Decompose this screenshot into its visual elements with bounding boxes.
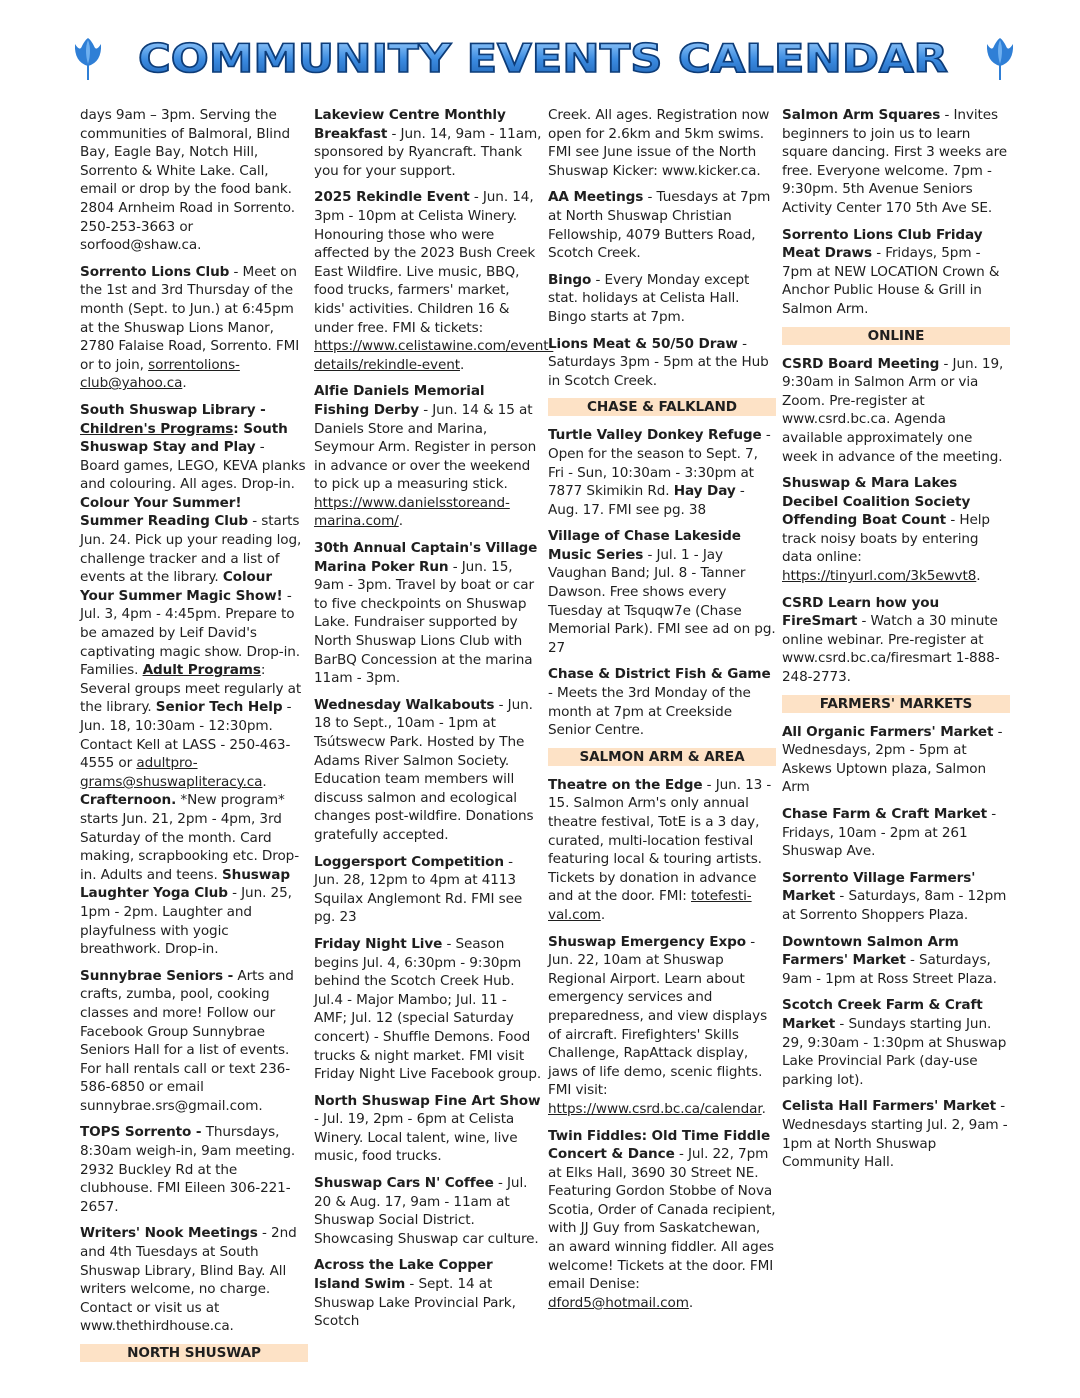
event-entry: Shuswap & Mara Lakes Decibel Coalition Society Offending Boat Count - Help track noisy boats by entering data online: https://tinyurl.com/3k5ewvt8. bbox=[782, 475, 990, 585]
event-entry: Wednesday Walkabouts - Jun. 18 to Sept., 10am - 1pm at Tsútswecw Park. Hosted by The Adams River Salmon Society. Education team members will discuss salmon and ecological changes post-wildfire. Donations gratefully accepted. bbox=[314, 696, 534, 843]
web-link[interactable]: https://www.csrd.bc.ca/calendar bbox=[548, 1100, 762, 1117]
event-entry: Writers' Nook Meetings - 2nd and 4th Tuesdays at South Shuswap Library, Blind Bay. All writers welcome, no charge. Contact or visit us at www.thethirdhouse.ca. bbox=[80, 1225, 297, 1335]
food-bank-entry: days 9am – 3pm. Serving the communities of Balmoral, Blind Bay, Eagle Bay, Notch Hill, Sorrento & White Lake. Call, email or drop by the food bank. 2804 Arnheim Road in Sorrento. 250-253-3663 or sorfood@shaw.ca. bbox=[80, 107, 295, 254]
section-heading-online: ONLINE bbox=[782, 327, 1010, 345]
page-title: COMMUNITY EVENTS CALENDAR bbox=[138, 37, 948, 82]
column-4 bbox=[782, 106, 1010, 1180]
event-entry: TOPS Sorrento - Thursdays, 8:30am weigh-in, 9am meeting. 2932 Buckley Rd at the clubhouse. FMI Eileen 306-221-2657. bbox=[80, 1124, 296, 1215]
page-header bbox=[0, 28, 1080, 90]
section-heading-chase-falkland: CHASE & FALKLAND bbox=[548, 398, 776, 416]
event-entry: All Organic Farmers' Market - Wednesdays, 2pm - 5pm at Askews Uptown plaza, Salmon Arm bbox=[782, 723, 1003, 796]
event-entry: Shuswap Cars N' Coffee - Jul. 20 & Aug. 17, 9am - 11am at Shuswap Social District. Showcasing Shuswap car culture. bbox=[314, 1175, 539, 1247]
event-entry: Bingo - Every Monday except stat. holidays at Celista Hall. Bingo starts at 7pm. bbox=[548, 271, 750, 325]
event-entry: Sunnybrae Seniors - Arts and crafts, zumba, pool, cooking classes and more! Follow our Facebook Group Sunnybrae Seniors Hall for a list of events. For hall rentals call or text 236-586-6850 or email sunnybrae.srs@gmail.com. bbox=[80, 967, 294, 1114]
events-columns bbox=[80, 106, 1010, 1386]
event-entry: Alfie Daniels Memorial Fishing Derby - Jun. 14 & 15 at Daniels Store and Marina, Seymour Arm. Register in person in advance or over the weekend to pick up a measuring stick. https://www.danielsstoreand-marina.com/. bbox=[314, 383, 537, 530]
event-entry: Lions Meat & 50/50 Draw - Saturdays 3pm - 5pm at the Hub in Scotch Creek. bbox=[548, 335, 769, 389]
event-entry: Chase Farm & Craft Market - Fridays, 10am - 2pm at 261 Shuswap Ave. bbox=[782, 806, 997, 860]
event-entry: Celista Hall Farmers' Market - Wednesdays starting Jul. 2, 9am - 1pm at North Shuswap Community Hall. bbox=[782, 1098, 1008, 1171]
event-entry: 2025 Rekindle Event - Jun. 14, 3pm - 10pm at Celista Winery. Honouring those who were affected by the 2023 Bush Creek East Wildfire. Live music, BBQ, food trucks, farmers' market, kids' activities. Children 16 & under free. FMI & tickets: https://www.celistawine.com/event-details/rekindle-event. bbox=[314, 189, 554, 373]
event-entry: Sorrento Lions Club Friday Meat Draws - Fridays, 5pm - 7pm at NEW LOCATION Crown & Anchor Public House & Grill in Salmon Arm. bbox=[782, 226, 1000, 317]
event-entry: Friday Night Live - Season begins Jul. 4, 6:30pm - 9:30pm behind the Scotch Creek Hub. Jul.4 - Major Mambo; Jul. 11 - AMF; Jul. 12 (special Saturday concert) - Shuffle Demons. Food trucks & night market. FMI visit Friday Night Live Facebook group. bbox=[314, 935, 542, 1083]
event-entry: Across the Lake Copper Island Swim - Sept. 14 at Shuswap Lake Provincial Park, Scotch bbox=[314, 1257, 516, 1330]
event-entry: Sorrento Village Farmers' Market - Saturdays, 8am - 12pm at Sorrento Shoppers Plaza. bbox=[782, 869, 1007, 923]
web-link[interactable]: https://www.danielsstoreand-marina.com/ bbox=[314, 494, 510, 530]
event-entry: CSRD Learn how you FireSmart - Watch a 30 minute online webinar. Pre-register at www.csrd.bc.ca/firesmart 1-888-248-2773. bbox=[782, 594, 1000, 686]
event-entry: CSRD Board Meeting - Jun. 19, 9:30am in Salmon Arm or via Zoom. Pre-register at www.csrd.bc.ca. Agenda available approximately one week in advance of the meeting. bbox=[782, 355, 1004, 465]
event-entry: Downtown Salmon Arm Farmers' Market - Saturdays, 9am - 1pm at Ross Street Plaza. bbox=[782, 933, 997, 987]
section-heading-salmon-arm: SALMON ARM & AREA bbox=[548, 748, 776, 766]
event-entry: Turtle Valley Donkey Refuge - Open for the season to Sept. 7, Fri - Sun, 10:30am - 3:30pm at 7877 Skimikin Rd. Hay Day - Aug. 17. FMI see pg. 38 bbox=[548, 427, 771, 518]
event-entry: North Shuswap Fine Art Show - Jul. 19, 2pm - 6pm at Celista Winery. Local talent, wine, live music, food trucks. bbox=[314, 1092, 541, 1165]
event-entry: 30th Annual Captain's Village Marina Poker Run - Jun. 15, 9am - 3pm. Travel by boat or car to five checkpoints on Shuswap Lake. Fundraiser supported by North Shuswap Lions Club with BarBQ Concession at the marina 11am - 3pm. bbox=[314, 540, 538, 687]
web-link[interactable]: totefesti-val.com bbox=[548, 888, 752, 923]
column-1 bbox=[80, 106, 308, 1372]
column-3 bbox=[548, 106, 776, 1320]
event-entry: Lakeview Centre Monthly Breakfast - Jun. 14, 9am - 11am, sponsored by Ryancraft. Thank you for your support. bbox=[314, 107, 542, 179]
event-entry: Loggersport Competition - Jun. 28, 12pm to 4pm at 4113 Squilax Anglemont Rd. FMI see pg. 23 bbox=[314, 853, 523, 926]
web-link[interactable]: https://www.celistawine.com/event-details/rekindle-event bbox=[314, 338, 554, 373]
event-entry: Chase & District Fish & Game - Meets the 3rd Monday of the month at 7pm at Creekside Senior Centre. bbox=[548, 666, 771, 739]
section-heading-farmers-markets: FARMERS' MARKETS bbox=[782, 695, 1010, 713]
library-entry: South Shuswap Library - Children's Programs: South Shuswap Stay and Play - Board games, LEGO, KEVA planks and colouring. All ages. Drop-in. Colour Your Summer! Summer Reading Club - starts Jun. 24. Pick up your reading log, challenge tracker and a list of events at the library. Colour Your Summer Magic Show! - Jul. 3, 4pm - 4:45pm. Prepare to be amazed by Leif David's captivating magic show. Drop-in. Families. Adult Programs: Several groups meet regularly at the library. Senior Tech Help - Jun. 18, 10:30am - 12:30pm. Contact Kell at LASS - 250-463-4555 or adultpro-grams@shuswapliteracy.ca. Crafternoon. *New program* starts Jun. 21, 2pm - 4pm, 3rd Saturday of the month. Card making, scrapbooking etc. Drop-in. Adults and teens. Shuswap Laughter Yoga Club - Jun. 25, 1pm - 2pm. Laughter and playfulness with yogic breathwork. Drop-in. bbox=[80, 401, 306, 958]
event-entry: Theatre on the Edge - Jun. 13 - 15. Salmon Arm's only annual theatre festival, TotE is a 3 day, curated, multi-location festival featuring local & touring artists. Tickets by donation in advance and at the door. FMI: totefesti-val.com. bbox=[548, 776, 772, 923]
column-2 bbox=[314, 106, 554, 1339]
event-entry: Creek. All ages. Registration now open for 2.6km and 5km swims. FMI see June issue of the North Shuswap Kicker: www.kicker.ca. bbox=[548, 107, 770, 179]
event-entry: Scotch Creek Farm & Craft Market - Sundays starting Jun. 29, 9:30am - 1:30pm at Shuswap Lake Provincial Park (day-use parking lot). bbox=[782, 997, 1007, 1088]
event-entry: Sorrento Lions Club - Meet on the 1st and 3rd Thursday of the month (Sept. to Jun.) at 6:45pm at the Shuswap Lions Manor, 2780 Falaise Road, Sorrento. FMI or to join, sorrentolions-club@yahoo.ca. bbox=[80, 263, 300, 392]
email-link[interactable]: adultpro-grams@shuswapliteracy.ca bbox=[80, 755, 263, 790]
email-link[interactable]: dford5@hotmail.com bbox=[548, 1294, 689, 1311]
event-entry: AA Meetings - Tuesdays at 7pm at North Shuswap Christian Fellowship, 4079 Butters Road, Scotch Creek. bbox=[548, 189, 771, 262]
event-entry: Village of Chase Lakeside Music Series - Jul. 1 - Jay Vaughan Band; Jul. 8 - Tanner Dawson. Free shows every Tuesday at Tsquqw7e (Chase Memorial Park). FMI see ad on pg. 27 bbox=[548, 528, 776, 656]
event-entry: Twin Fiddles: Old Time Fiddle Concert & Dance - Jul. 22, 7pm at Elks Hall, 3690 30 Street NE. Featuring Gordon Stobbe of Nova Scotia, Order of Canada recipient, with JJ Guy from Saskatchewan, an award winning fiddler. All ages welcome! Tickets at the door. FMI email Denise: dford5@hotmail.com. bbox=[548, 1127, 776, 1311]
event-entry: Shuswap Emergency Expo - Jun. 22, 10am at Shuswap Regional Airport. Learn about emergency services and preparedness, and view displays of aircraft. Firefighters' Skills Challenge, RapAttack display, jaws of life demo, scenic flights. FMI visit: https://www.csrd.bc.ca/calendar. bbox=[548, 933, 768, 1117]
email-link[interactable]: sorrentolions-club@yahoo.ca bbox=[80, 356, 240, 392]
web-link[interactable]: https://tinyurl.com/3k5ewvt8 bbox=[782, 568, 977, 585]
section-heading-north-shuswap: NORTH SHUSWAP bbox=[80, 1344, 308, 1362]
event-entry: Salmon Arm Squares - Invites beginners to join us to learn square dancing. First 3 weeks are free. Everyone welcome. 7pm - 9:30pm. 5th Avenue Seniors Activity Center 170 5th Ave SE. bbox=[782, 107, 1008, 216]
